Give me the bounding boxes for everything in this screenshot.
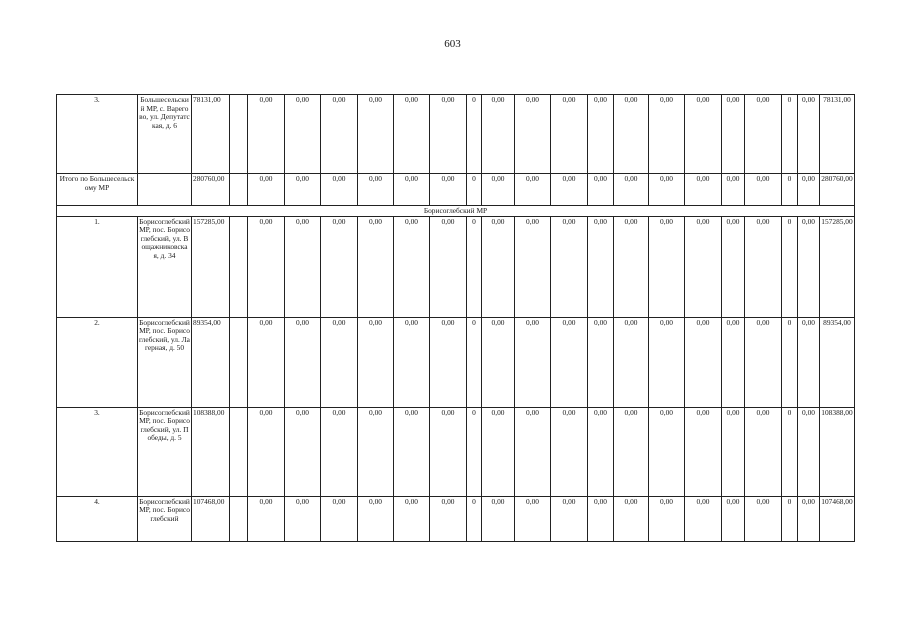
address-cell: Борисоглебский МР, пос. Борисоглебский, ул. Лагерная, д. 50: [138, 317, 192, 407]
table-cell: 0: [467, 174, 482, 206]
table-cell: 108388,00: [192, 407, 230, 496]
table-cell: [230, 95, 248, 174]
table-cell: 0,00: [798, 95, 820, 174]
table-cell: 0,00: [482, 496, 515, 541]
table-cell: 0,00: [430, 317, 467, 407]
table-cell: 0: [782, 174, 798, 206]
table-cell: 0,00: [722, 317, 745, 407]
table-cell: 0,00: [685, 174, 722, 206]
table-cell: 107468,00: [192, 496, 230, 541]
table-cell: 0,00: [248, 174, 285, 206]
table-cell: 0,00: [745, 317, 782, 407]
row-number: 2.: [57, 317, 138, 407]
table-cell: 0,00: [321, 496, 358, 541]
table-cell: 0,00: [614, 216, 649, 317]
table-cell: 0,00: [588, 407, 614, 496]
table-cell: 0,00: [394, 216, 430, 317]
table-cell: 0,00: [430, 496, 467, 541]
data-table: [56, 94, 855, 542]
table-cell: 0,00: [358, 216, 394, 317]
row-number: 1.: [57, 216, 138, 317]
table-cell: 0,00: [394, 317, 430, 407]
table-cell: 0,00: [430, 95, 467, 174]
table-cell: 0,00: [798, 496, 820, 541]
table-cell: 0: [467, 216, 482, 317]
table-cell: 0,00: [358, 174, 394, 206]
table-cell: 0,00: [321, 317, 358, 407]
table-cell: 0,00: [649, 407, 685, 496]
table-cell: 0,00: [588, 496, 614, 541]
table-cell: [230, 317, 248, 407]
table-row: [57, 407, 855, 496]
table-cell: 0: [782, 95, 798, 174]
table-cell: 0,00: [515, 496, 551, 541]
table-cell: 0,00: [798, 317, 820, 407]
table-cell: 0,00: [515, 317, 551, 407]
table-cell: [230, 174, 248, 206]
table-cell: 0,00: [430, 174, 467, 206]
table-row: [57, 317, 855, 407]
table-cell: 0,00: [394, 95, 430, 174]
table-cell: 108388,00: [820, 407, 855, 496]
table-cell: 0,00: [649, 317, 685, 407]
table-cell: 0,00: [588, 174, 614, 206]
table-cell: 0,00: [722, 174, 745, 206]
table-row: [57, 216, 855, 317]
table-cell: 0,00: [394, 407, 430, 496]
table-cell: 0,00: [685, 496, 722, 541]
table-cell: 0,00: [649, 216, 685, 317]
table-cell: 0,00: [515, 407, 551, 496]
table-cell: 0,00: [515, 174, 551, 206]
table-cell: 0,00: [321, 216, 358, 317]
table-cell: 0,00: [588, 317, 614, 407]
address-cell: Борисоглебский МР, пос. Борисоглебский, ул. Победы, д. 5: [138, 407, 192, 496]
table-cell: 0,00: [551, 407, 588, 496]
table-cell: 157285,00: [192, 216, 230, 317]
table-cell: [230, 407, 248, 496]
table-cell: 0,00: [358, 496, 394, 541]
table-cell: 0,00: [798, 174, 820, 206]
table-cell: 0,00: [588, 216, 614, 317]
table-cell: 89354,00: [192, 317, 230, 407]
table-cell: 0,00: [248, 95, 285, 174]
table-cell: 0,00: [798, 216, 820, 317]
table-cell: 0,00: [614, 174, 649, 206]
table-cell: 0,00: [722, 95, 745, 174]
table-cell: 0,00: [745, 496, 782, 541]
table-cell: 0: [782, 317, 798, 407]
table-cell: 0,00: [798, 407, 820, 496]
table-cell: 0,00: [321, 174, 358, 206]
table-cell: 0,00: [722, 496, 745, 541]
table-cell: [230, 216, 248, 317]
table-cell: 0,00: [722, 216, 745, 317]
row-number: 3.: [57, 407, 138, 496]
page-number: 603: [444, 38, 461, 50]
table-cell: 157285,00: [820, 216, 855, 317]
table-cell: 0: [782, 496, 798, 541]
table-cell: 0,00: [482, 174, 515, 206]
table-cell: 0,00: [614, 407, 649, 496]
table-cell: 0,00: [285, 317, 321, 407]
table-cell: 0,00: [285, 496, 321, 541]
table-cell: 280760,00: [820, 174, 855, 206]
table-cell: 0,00: [482, 95, 515, 174]
table-cell: 0,00: [745, 174, 782, 206]
table-cell: 0: [467, 496, 482, 541]
table-cell: 280760,00: [192, 174, 230, 206]
section-title: Борисоглебский МР: [57, 206, 855, 217]
table-cell: 0,00: [321, 95, 358, 174]
total-label: Итого по Большесельскому МР: [57, 174, 138, 206]
table-cell: 0,00: [551, 174, 588, 206]
table-cell: 0,00: [482, 317, 515, 407]
address-cell: Борисоглебский МР, пос. Борисоглебский: [138, 496, 192, 541]
table-cell: 0,00: [685, 317, 722, 407]
table-cell: 0,00: [515, 216, 551, 317]
table-cell: 0,00: [614, 496, 649, 541]
table-cell: 0,00: [285, 407, 321, 496]
table-cell: 78131,00: [820, 95, 855, 174]
table-cell: 107468,00: [820, 496, 855, 541]
table-cell: 0,00: [358, 317, 394, 407]
table-cell: 0,00: [551, 95, 588, 174]
table-cell: 0,00: [285, 216, 321, 317]
table-cell: 0,00: [614, 95, 649, 174]
table-cell: 0,00: [745, 95, 782, 174]
address-cell: Борисоглебский МР, пос. Борисоглебский, ул. Вощажниковская, д. 34: [138, 216, 192, 317]
table-cell: 0,00: [248, 407, 285, 496]
table-cell: 0: [467, 407, 482, 496]
table-cell: 0,00: [394, 174, 430, 206]
section-row: [57, 206, 855, 217]
table-cell: 0,00: [745, 216, 782, 317]
table-cell: 0,00: [248, 317, 285, 407]
table-cell: 0: [782, 407, 798, 496]
table-cell: 89354,00: [820, 317, 855, 407]
table-cell: 0,00: [482, 216, 515, 317]
table-cell: [230, 496, 248, 541]
table-cell: 0,00: [248, 216, 285, 317]
table-cell: 0,00: [745, 407, 782, 496]
table-cell: 0,00: [685, 216, 722, 317]
total-row: [57, 174, 855, 206]
table-cell: 0,00: [358, 407, 394, 496]
row-number: 3.: [57, 95, 138, 174]
table-cell: 0,00: [358, 95, 394, 174]
table-cell: 0,00: [685, 407, 722, 496]
table-cell: 0: [467, 95, 482, 174]
table-cell: 0,00: [614, 317, 649, 407]
table-cell: 0,00: [394, 496, 430, 541]
table-cell: 0: [782, 216, 798, 317]
table-cell: 0,00: [685, 95, 722, 174]
table-cell: 0,00: [515, 95, 551, 174]
table-row: [57, 496, 855, 541]
table-cell: 0,00: [722, 407, 745, 496]
table-cell: 0,00: [430, 407, 467, 496]
table-cell: 0,00: [649, 174, 685, 206]
table-cell: 0,00: [482, 407, 515, 496]
table-cell: 0,00: [430, 216, 467, 317]
table-row: [57, 95, 855, 174]
table-cell: 0,00: [588, 95, 614, 174]
table-cell: 78131,00: [192, 95, 230, 174]
table-cell: 0,00: [285, 95, 321, 174]
table-cell: 0,00: [649, 95, 685, 174]
table-cell: 0,00: [321, 407, 358, 496]
table-cell: 0,00: [248, 496, 285, 541]
row-number: 4.: [57, 496, 138, 541]
table-cell: 0,00: [285, 174, 321, 206]
table-cell: 0,00: [551, 216, 588, 317]
table-cell: 0,00: [551, 496, 588, 541]
table-cell: [138, 174, 192, 206]
table-cell: 0,00: [551, 317, 588, 407]
table-cell: 0,00: [649, 496, 685, 541]
table-cell: 0: [467, 317, 482, 407]
address-cell: Большесельский МР, с. Варегово, ул. Депутатская, д. 6: [138, 95, 192, 174]
